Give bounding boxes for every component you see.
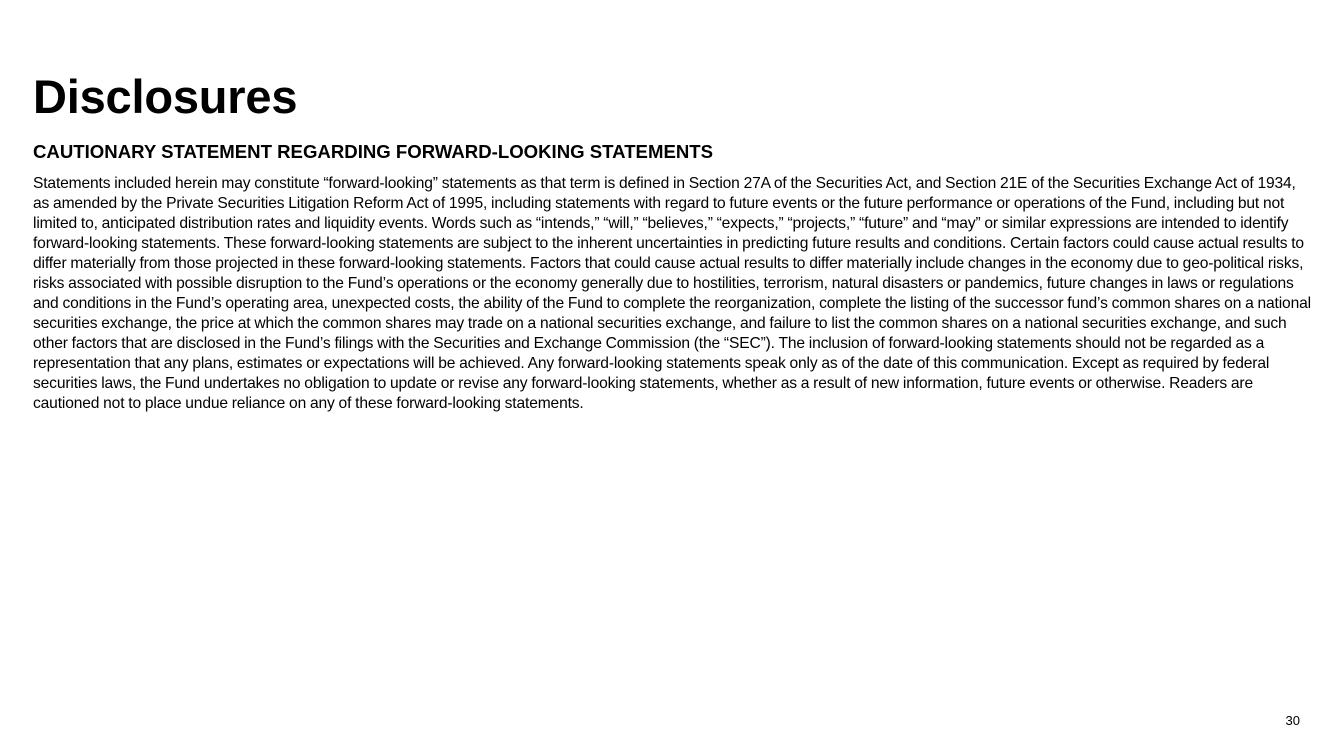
page-title: Disclosures: [33, 70, 298, 123]
section-heading: CAUTIONARY STATEMENT REGARDING FORWARD-LOOKING STATEMENTS: [33, 141, 714, 162]
disclosure-body-text: Statements included herein may constitute “forward-looking” statements as that term is defined in Section 27A of the Securities Act, and Section 21E of the Securities Exchange Act of 1934, as amended by the Private Securities Litigation Reform Act of 1995, including statements with regard to future events or the future performance or operations of the Fund, including but not limited to, anticipated distribution rates and liquidity events. Words such as “intends,” “will,” “believes,” “expects,” “projects,” “future” and “may” or similar expressions are intended to identify forward-looking statements. These forward-looking statements are subject to the inherent uncertainties in predicting future results and conditions. Certain factors could cause actual results to differ materially from those projected in these forward-looking statements. Factors that could cause actual results to differ materially include changes in the economy due to geo-political risks, risks associated with possible disruption to the Fund’s operations or the economy generally due to hostilities, terrorism, natural disasters or pandemics, future changes in laws or regulations and conditions in the Fund’s operating area, unexpected costs, the ability of the Fund to complete the reorganization, complete the listing of the successor fund’s common shares on a national securities exchange, the price at which the common shares may trade on a national securities exchange, and failure to list the common shares on a national securities exchange, and such other factors that are disclosed in the Fund’s filings with the Securities and Exchange Commission (the “SEC”). The inclusion of forward-looking statements should not be regarded as a representation that any plans, estimates or expectations will be achieved. Any forward-looking statements speak only as of the date of this communication. Except as required by federal securities laws, the Fund undertakes no obligation to update or revise any forward-looking statements, whether as a result of new information, future events or otherwise. Readers are cautioned not to place undue reliance on any of these forward-looking statements.: [33, 175, 1311, 412]
page-number: 30: [1285, 713, 1300, 728]
